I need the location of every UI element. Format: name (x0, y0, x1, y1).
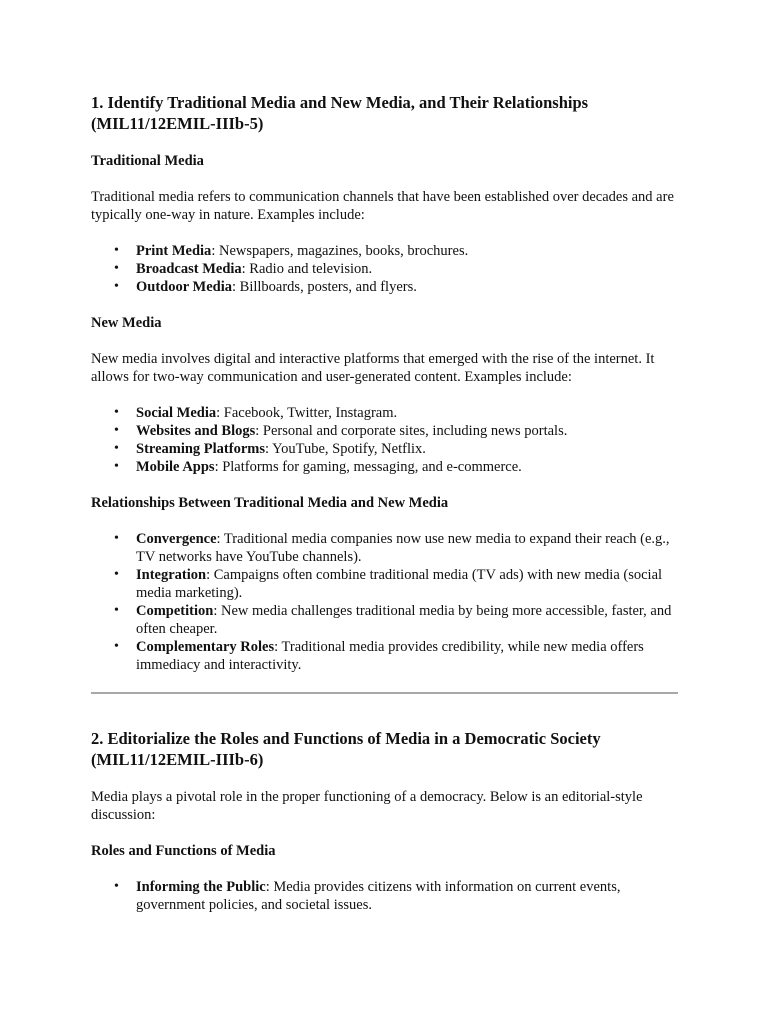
list-item (114, 422, 678, 440)
bullet-icon: • (114, 459, 119, 474)
new-media-heading: New Media (91, 315, 162, 331)
section-1-heading-line-2: (MIL11/12EMIL-IIIb-5) (91, 114, 264, 133)
section-2-intro: Media plays a pivotal role in the proper functioning of a democracy. Below is an editorial-style discussion: (91, 789, 643, 823)
list-item-term: Convergence (136, 531, 217, 547)
list-item-term: Integration (136, 567, 207, 583)
list-item-desc: : Personal and corporate sites, including news portals. (255, 423, 568, 439)
relationships-heading: Relationships Between Traditional Media and New Media (91, 495, 449, 511)
bullet-icon: • (114, 567, 119, 582)
list-item (114, 404, 678, 422)
list-item-desc: : Platforms for gaming, messaging, and e-commerce. (214, 459, 522, 475)
list-item-term: Competition (136, 603, 214, 619)
traditional-media-list (91, 242, 678, 296)
bullet-icon: • (114, 261, 119, 276)
list-item-desc: : Facebook, Twitter, Instagram. (216, 405, 398, 421)
new-media-intro: New media involves digital and interactive platforms that emerged with the rise of the internet. It allows for two-way communication and user-generated content. Examples include: (91, 351, 655, 385)
list-item (114, 566, 678, 602)
bullet-icon: • (114, 603, 119, 618)
list-item-term: Streaming Platforms (136, 441, 265, 457)
list-item-desc: : New media challenges traditional media by being more accessible, faster, and often cheaper. (136, 603, 672, 637)
list-item-term: Print Media (136, 243, 212, 259)
list-item (114, 638, 678, 674)
bullet-icon: • (114, 243, 119, 258)
section-2-heading-line-1: 2. Editorialize the Roles and Functions of Media in a Democratic Society (91, 729, 601, 748)
traditional-media-intro: Traditional media refers to communication channels that have been established over decades and are typically one-way in nature. Examples include: (91, 189, 674, 223)
bullet-icon: • (114, 639, 119, 654)
list-item (114, 878, 678, 914)
section-2-heading-line-2: (MIL11/12EMIL-IIIb-6) (91, 750, 264, 769)
list-item-term: Informing the Public (136, 879, 266, 895)
list-item (114, 260, 678, 278)
list-item-term: Websites and Blogs (136, 423, 256, 439)
list-item (114, 440, 678, 458)
list-item-term: Complementary Roles (136, 639, 275, 655)
list-item-term: Broadcast Media (136, 261, 242, 277)
section-divider (91, 692, 678, 694)
section-1-heading-line-1: 1. Identify Traditional Media and New Media, and Their Relationships (91, 93, 589, 112)
section-2-heading (91, 728, 678, 770)
roles-list (91, 878, 678, 914)
list-item (114, 458, 678, 476)
list-item (114, 278, 678, 296)
bullet-icon: • (114, 441, 119, 456)
list-item-desc: : Media provides citizens with information on current events, government policies, and societal issues. (136, 879, 621, 913)
list-item-desc: : Radio and television. (241, 261, 373, 277)
bullet-icon: • (114, 405, 119, 420)
bullet-icon: • (114, 531, 119, 546)
section-1-heading (91, 92, 678, 134)
list-item-desc: : Traditional media companies now use new media to expand their reach (e.g., TV networks have YouTube channels). (136, 531, 670, 565)
list-item (114, 242, 678, 260)
traditional-media-heading: Traditional Media (91, 153, 204, 169)
bullet-icon: • (114, 879, 119, 894)
list-item-desc: : Billboards, posters, and flyers. (232, 279, 417, 295)
new-media-list (91, 404, 678, 476)
relationships-list (91, 530, 678, 674)
list-item (114, 530, 678, 566)
bullet-icon: • (114, 279, 119, 294)
list-item-term: Outdoor Media (136, 279, 232, 295)
list-item-desc: : Newspapers, magazines, books, brochures. (211, 243, 469, 259)
bullet-icon: • (114, 423, 119, 438)
list-item-desc: : YouTube, Spotify, Netflix. (265, 441, 426, 457)
list-item-desc: : Traditional media provides credibility, while new media offers immediacy and interactivity. (136, 639, 644, 673)
list-item-desc: : Campaigns often combine traditional media (TV ads) with new media (social media marketing). (136, 567, 663, 601)
list-item-term: Mobile Apps (136, 459, 215, 475)
list-item-term: Social Media (136, 405, 217, 421)
list-item (114, 602, 678, 638)
roles-heading: Roles and Functions of Media (91, 843, 276, 859)
